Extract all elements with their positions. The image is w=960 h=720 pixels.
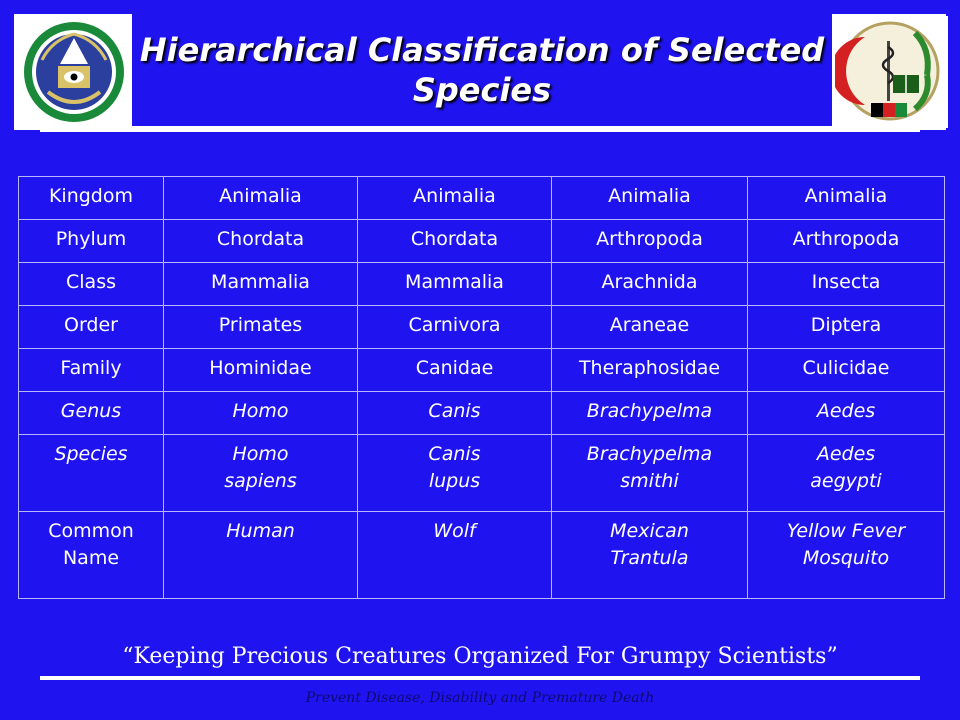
classification-table-body [19, 177, 945, 599]
title-box [132, 14, 832, 126]
medical-emblem-logo [832, 16, 948, 128]
species-cell [164, 435, 358, 512]
rank-label-line: Name [62, 547, 120, 569]
table-row [19, 220, 945, 263]
taxon-cell: Animalia [358, 177, 552, 220]
ministry-seal-logo [16, 16, 132, 128]
common-name-line: Trantula [610, 547, 689, 569]
title-line-2: Species [412, 71, 552, 109]
species-name-line: Canis [428, 443, 481, 465]
table-row [19, 392, 945, 435]
taxon-cell: Homo [164, 392, 358, 435]
common-name-line: Human [226, 520, 295, 542]
taxon-cell: Mammalia [358, 263, 552, 306]
species-name-line: smithi [620, 470, 679, 492]
header-divider [40, 128, 920, 132]
taxon-cell: Primates [164, 306, 358, 349]
footer-divider [40, 676, 920, 680]
rank-label: Order [19, 306, 164, 349]
common-name-cell [164, 512, 358, 599]
classification-table [18, 176, 945, 599]
rank-label: Phylum [19, 220, 164, 263]
species-name-line: Homo [232, 443, 289, 465]
table-row [19, 512, 945, 599]
taxon-cell: Hominidae [164, 349, 358, 392]
taxon-cell: Brachypelma [552, 392, 748, 435]
species-cell [358, 435, 552, 512]
taxon-cell: Canidae [358, 349, 552, 392]
taxon-cell: Animalia [164, 177, 358, 220]
common-name-line: Mosquito [802, 547, 890, 569]
taxon-cell: Chordata [164, 220, 358, 263]
common-name-cell [748, 512, 945, 599]
taxon-cell: Arthropoda [748, 220, 945, 263]
taxon-cell: Culicidae [748, 349, 945, 392]
rank-label: Kingdom [19, 177, 164, 220]
common-name-line: Wolf [433, 520, 476, 542]
species-name-line: Aedes [816, 443, 876, 465]
common-name-line: Mexican [610, 520, 689, 542]
medical-emblem-icon [835, 19, 945, 125]
table-row [19, 306, 945, 349]
taxon-cell: Canis [358, 392, 552, 435]
species-cell [748, 435, 945, 512]
taxon-cell: Arachnida [552, 263, 748, 306]
table-row [19, 435, 945, 512]
mnemonic-motto: “Keeping Precious Creatures Organized For Grumpy Scientists” [122, 644, 838, 669]
rank-label: Species [19, 435, 164, 512]
table-row [19, 177, 945, 220]
table-row [19, 263, 945, 306]
taxon-cell: Mammalia [164, 263, 358, 306]
rank-label: Class [19, 263, 164, 306]
taxon-cell: Diptera [748, 306, 945, 349]
common-name-line: Yellow Fever [786, 520, 906, 542]
footer-slogan: Prevent Disease, Disability and Premature Death [305, 690, 655, 706]
species-name-line: Brachypelma [586, 443, 713, 465]
page-title [140, 30, 824, 110]
species-name-line: sapiens [224, 470, 297, 492]
species-cell [552, 435, 748, 512]
rank-label: Family [19, 349, 164, 392]
rank-label: Genus [19, 392, 164, 435]
taxon-cell: Chordata [358, 220, 552, 263]
taxon-cell: Araneae [552, 306, 748, 349]
title-line-1: Hierarchical Classification of Selected [139, 31, 825, 69]
taxon-cell: Aedes [748, 392, 945, 435]
species-name-line: aegypti [810, 470, 882, 492]
table-row [19, 349, 945, 392]
common-name-cell [552, 512, 748, 599]
taxon-cell: Insecta [748, 263, 945, 306]
taxon-cell: Theraphosidae [552, 349, 748, 392]
taxon-cell: Carnivora [358, 306, 552, 349]
taxon-cell: Animalia [748, 177, 945, 220]
ministry-seal-icon [22, 20, 126, 124]
rank-label [19, 512, 164, 599]
taxon-cell: Arthropoda [552, 220, 748, 263]
common-name-cell [358, 512, 552, 599]
taxon-cell: Animalia [552, 177, 748, 220]
rank-label-line: Common [48, 520, 134, 542]
species-name-line: lupus [428, 470, 481, 492]
